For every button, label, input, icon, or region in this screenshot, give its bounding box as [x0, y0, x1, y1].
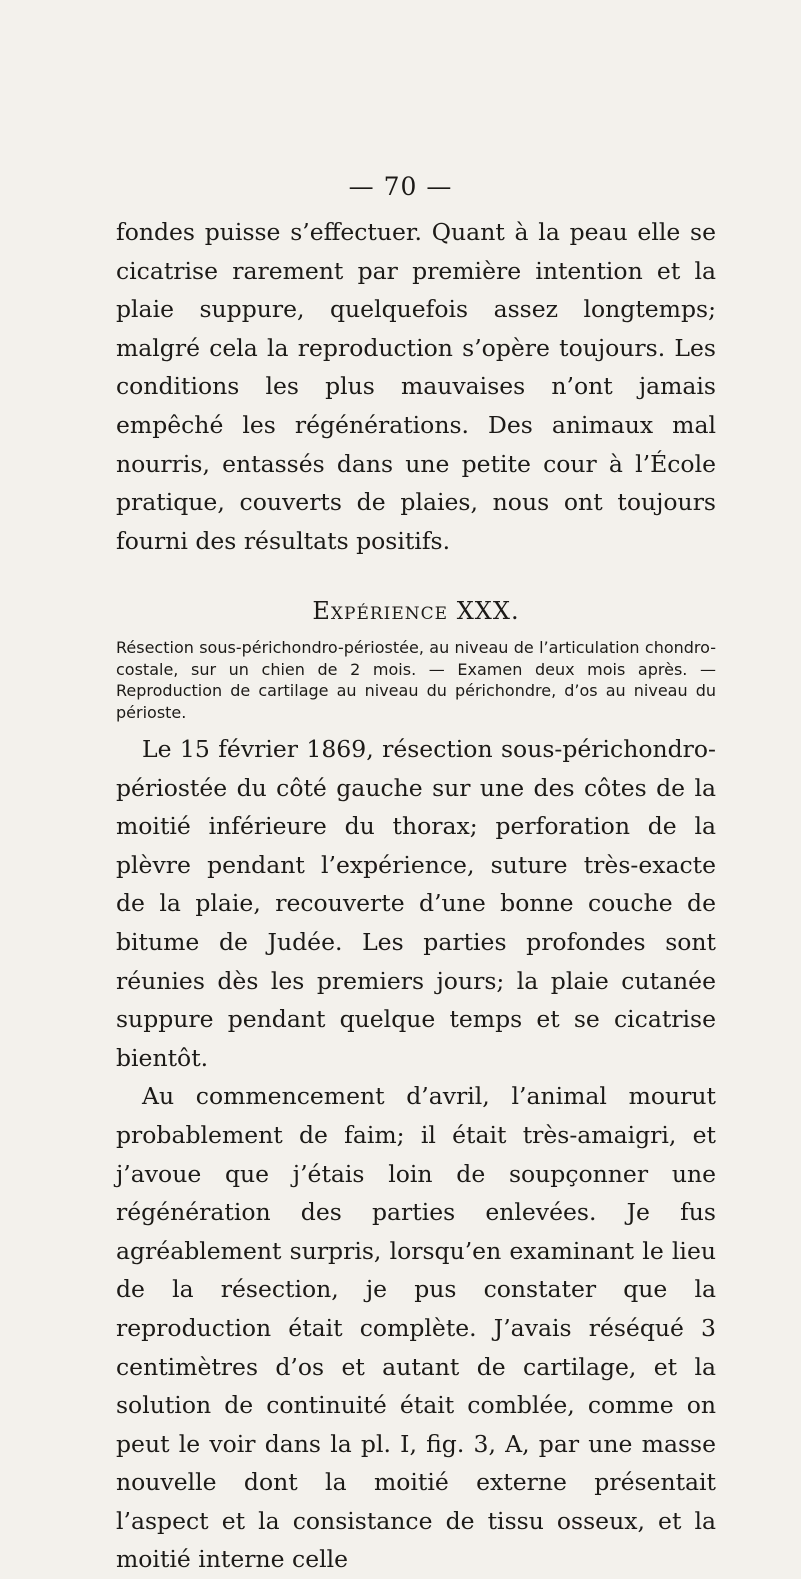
- body-paragraph-2: Au commencement d’avril, l’animal mourut probablement de faim; il était très-amaigri, et j’avoue que j’étais loin de soupçonner une régénération des parties enlevées. Je fus agréablement surpris, lorsqu’en examinant le lieu de la résection, je pus constater que la reproduction était complète. J’avais réséqué 3 centimètres d’os et autant de cartilage, et la solution de continuité était comblée, comme on peut le voir dans la pl. I, fig. 3, A, par une masse nouvelle dont la moitié externe présentait l’aspect et la consistance de tissu osseux, et la moitié interne celle: [116, 1082, 716, 1574]
- page-number: — 70 —: [348, 172, 453, 201]
- experience-heading: Expérience XXX.: [312, 597, 520, 625]
- opening-text-block: [116, 213, 716, 560]
- experience-text-block: [116, 730, 716, 1579]
- experience-summary: Résection sous-périchondro-périostée, au niveau de l’articulation chondro-costale, sur un chien de 2 mois. — Examen deux mois après. — Reproduction de cartilage au niveau du périchondre, d’os au niveau du périoste.: [116, 638, 716, 722]
- opening-paragraph: fondes puisse s’effectuer. Quant à la peau elle se cicatrise rarement par première intention et la plaie suppure, quelquefois assez longtemps; malgré cela la reproduction s’opère toujours. Les conditions les plus mauvaises n’ont jamais empêché les régénérations. Des animaux mal nourris, entassés dans une petite cour à l’École pratique, couverts de plaies, nous ont toujours fourni des résultats positifs.: [116, 218, 716, 555]
- body-paragraph-1: Le 15 février 1869, résection sous-périchondro-périostée du côté gauche sur une des côtes de la moitié inférieure du thorax; perforation de la plèvre pendant l’expérience, suture très-exacte de la plaie, recouverte d’une bonne couche de bitume de Judée. Les parties profondes sont réunies dès les premiers jours; la plaie cutanée suppure pendant quelque temps et se cicatrise bientôt.: [116, 735, 716, 1072]
